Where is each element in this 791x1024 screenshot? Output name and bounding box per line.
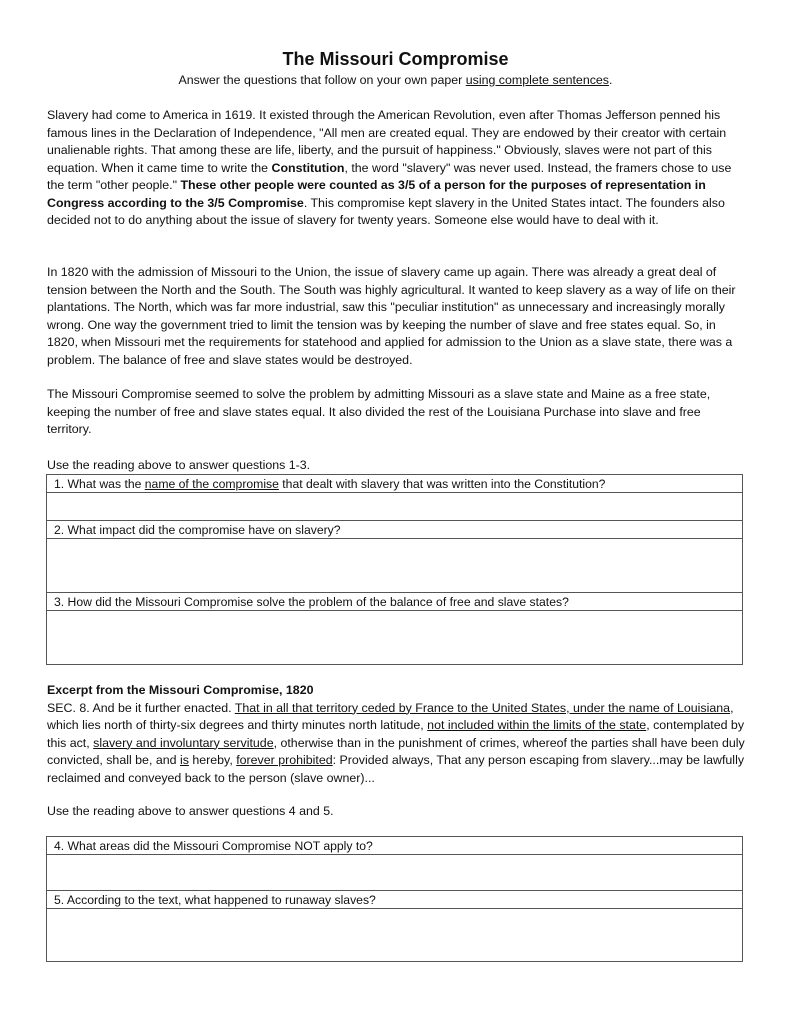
answer-box-4[interactable] bbox=[47, 855, 742, 891]
page-title: The Missouri Compromise bbox=[282, 49, 509, 69]
instructions-questions-4-5: Use the reading above to answer questions 4 and 5. bbox=[47, 804, 334, 818]
para3-text: The Missouri Compromise seemed to solve the problem by admitting Missouri as a slave state and Maine as a free state, keeping the number of free and slave states equal. It also divided the rest of the Louisiana Purchase into slave and free territory. bbox=[47, 387, 711, 436]
excerpt-text-5: hereby, bbox=[188, 753, 237, 767]
excerpt-underline-2: not included within the limits of the state bbox=[427, 718, 647, 732]
answer-box-1[interactable] bbox=[47, 493, 742, 521]
excerpt-text-1: SEC. 8. And be it further enacted. bbox=[47, 700, 235, 715]
answer-box-3[interactable] bbox=[47, 611, 742, 664]
para1-text-2: , the word "slavery" was never used. Instead, the framers chose to use the term "other people." bbox=[47, 160, 732, 192]
question-3: 3. How did the Missouri Compromise solve the problem of the balance of free and slave states? bbox=[47, 593, 742, 611]
question-4: 4. What areas did the Missouri Compromise NOT apply to? bbox=[47, 837, 742, 855]
paragraph-history bbox=[47, 107, 747, 230]
q1-suffix: that dealt with slavery that was written into the Constitution? bbox=[278, 477, 606, 491]
excerpt-underline-1: That in all that territory ceded by France to the United States, under the name of Louisiana bbox=[234, 700, 731, 715]
subtitle-prefix: Answer the questions that follow on your own paper bbox=[178, 73, 466, 87]
q1-emphasis: name of the compromise bbox=[144, 477, 279, 491]
subtitle-emphasis: using complete sentences bbox=[465, 73, 610, 87]
paragraph-compromise-solution bbox=[47, 386, 747, 439]
para1-text-3: . This compromise kept slavery in the United States intact. The founders also decided not to do anything about the issue of slavery for twenty years. Someone else would have to deal with it. bbox=[47, 195, 725, 227]
instructions-questions-1-3: Use the reading above to answer questions 1-3. bbox=[47, 458, 311, 472]
excerpt-text-4: , otherwise than in the punishment of crimes, whereof the parties shall have been duly convicted, shall be, and bbox=[47, 735, 745, 767]
subtitle-suffix: . bbox=[609, 73, 613, 87]
para1-bold-constitution: Constitution bbox=[271, 160, 345, 175]
question-2: 2. What impact did the compromise have on slavery? bbox=[47, 521, 742, 539]
excerpt-text-6: : Provided always, That any person escaping from slavery...may be lawfully reclaimed and conveyed back to the person (slave owner)... bbox=[47, 753, 745, 785]
excerpt-underline-3: slavery and involuntary servitude bbox=[93, 735, 274, 750]
question-1 bbox=[47, 475, 742, 493]
excerpt-heading: Excerpt from the Missouri Compromise, 1820 bbox=[47, 683, 314, 697]
excerpt-underline-5: forever prohibited bbox=[236, 753, 333, 767]
excerpt-block bbox=[47, 682, 747, 787]
excerpt-text-3: , contemplated by this act, bbox=[47, 718, 745, 750]
para2-text: In 1820 with the admission of Missouri to the Union, the issue of slavery came up again. There was already a great deal of tension between the North and the South. The South was highly agricultural. It wanted to keep slavery as a way of life on their plantations. The North, which was far more industrial, saw this "peculiar institution" as unnecessary and increasingly morally wrong. One way the government tried to limit the tension was by keeping the number of slave and free states equal. So, in 1820, when Missouri met the requirements for statehood and applied for admission to the Union as a slave state, there was a problem. The balance of free and slave states would be destroyed. bbox=[47, 265, 736, 367]
question-table-1-3 bbox=[46, 474, 743, 665]
para1-bold-three-fifths: These other people were counted as 3/5 of a person for the purposes of representation in Congress according to the 3/5 Compromise bbox=[47, 178, 706, 210]
question-5: 5. According to the text, what happened to runaway slaves? bbox=[47, 891, 742, 909]
excerpt-text-2: , which lies north of thirty-six degrees and thirty minutes north latitude, bbox=[47, 700, 734, 732]
excerpt-underline-4: is bbox=[179, 753, 189, 767]
para1-text-1: Slavery had come to America in 1619. It existed through the American Revolution, even after Thomas Jefferson penned his famous lines in the Declaration of Independence, "All men are created equal. They are endowed by their creator with certain unalienable rights. That among these are life, liberty, and the pursuit of happiness." Obviously, slaves were not part of this equation. When it came time to write the bbox=[47, 108, 727, 175]
answer-box-2[interactable] bbox=[47, 539, 742, 593]
paragraph-missouri-1820 bbox=[47, 264, 747, 369]
question-table-4-5 bbox=[46, 836, 743, 962]
answer-box-5[interactable] bbox=[47, 909, 742, 961]
subtitle-instructions bbox=[0, 72, 791, 89]
q1-prefix: 1. What was the bbox=[54, 477, 145, 491]
